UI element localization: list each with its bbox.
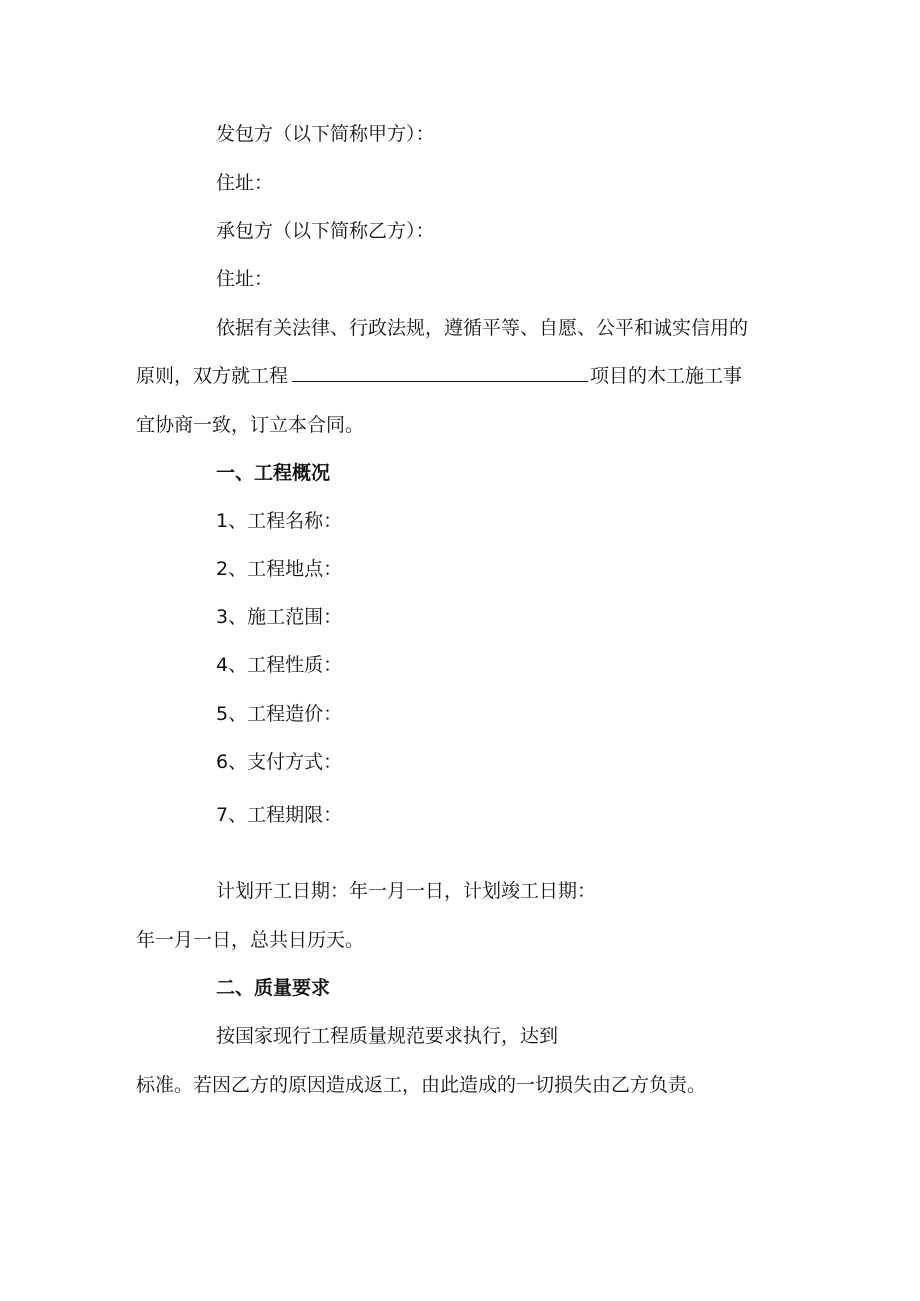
list-item: 2、工程地点：	[216, 558, 343, 580]
list-item: 7、工程期限：	[216, 804, 343, 826]
list-item: 4、工程性质：	[216, 654, 343, 676]
section-2-heading: 二、质量要求	[216, 977, 331, 999]
list-item: 6、支付方式：	[216, 751, 343, 773]
schedule-line-2: 年一月一日，总共日历天。	[136, 929, 365, 951]
preamble-line-1: 依据有关法律、行政法规，遵循平等、自愿、公平和诚实信用的	[216, 317, 749, 339]
section-1-heading: 一、工程概况	[216, 462, 331, 484]
list-item: 3、施工范围：	[216, 606, 343, 628]
schedule-line-1: 计划开工日期：年一月一日，计划竣工日期：	[216, 880, 597, 902]
preamble-line-2-before: 原则，双方就工程	[136, 365, 289, 387]
party-a-address: 住址：	[216, 172, 274, 194]
preamble-line-2	[136, 363, 742, 389]
quality-line-2: 标准。若因乙方的原因造成返工，由此造成的一切损失由乙方负责。	[136, 1074, 707, 1096]
project-name-blank	[292, 363, 588, 382]
party-b-line: 承包方（以下简称乙方）：	[216, 220, 435, 242]
list-item: 5、工程造价：	[216, 703, 343, 725]
preamble-line-3: 宜协商一致，订立本合同。	[136, 414, 365, 436]
quality-line-1: 按国家现行工程质量规范要求执行，达到	[216, 1025, 559, 1047]
preamble-line-2-after: 项目的木工施工事	[590, 365, 743, 387]
party-a-line: 发包方（以下简称甲方）：	[216, 123, 435, 145]
list-item: 1、工程名称：	[216, 510, 343, 532]
party-b-address: 住址：	[216, 268, 274, 290]
